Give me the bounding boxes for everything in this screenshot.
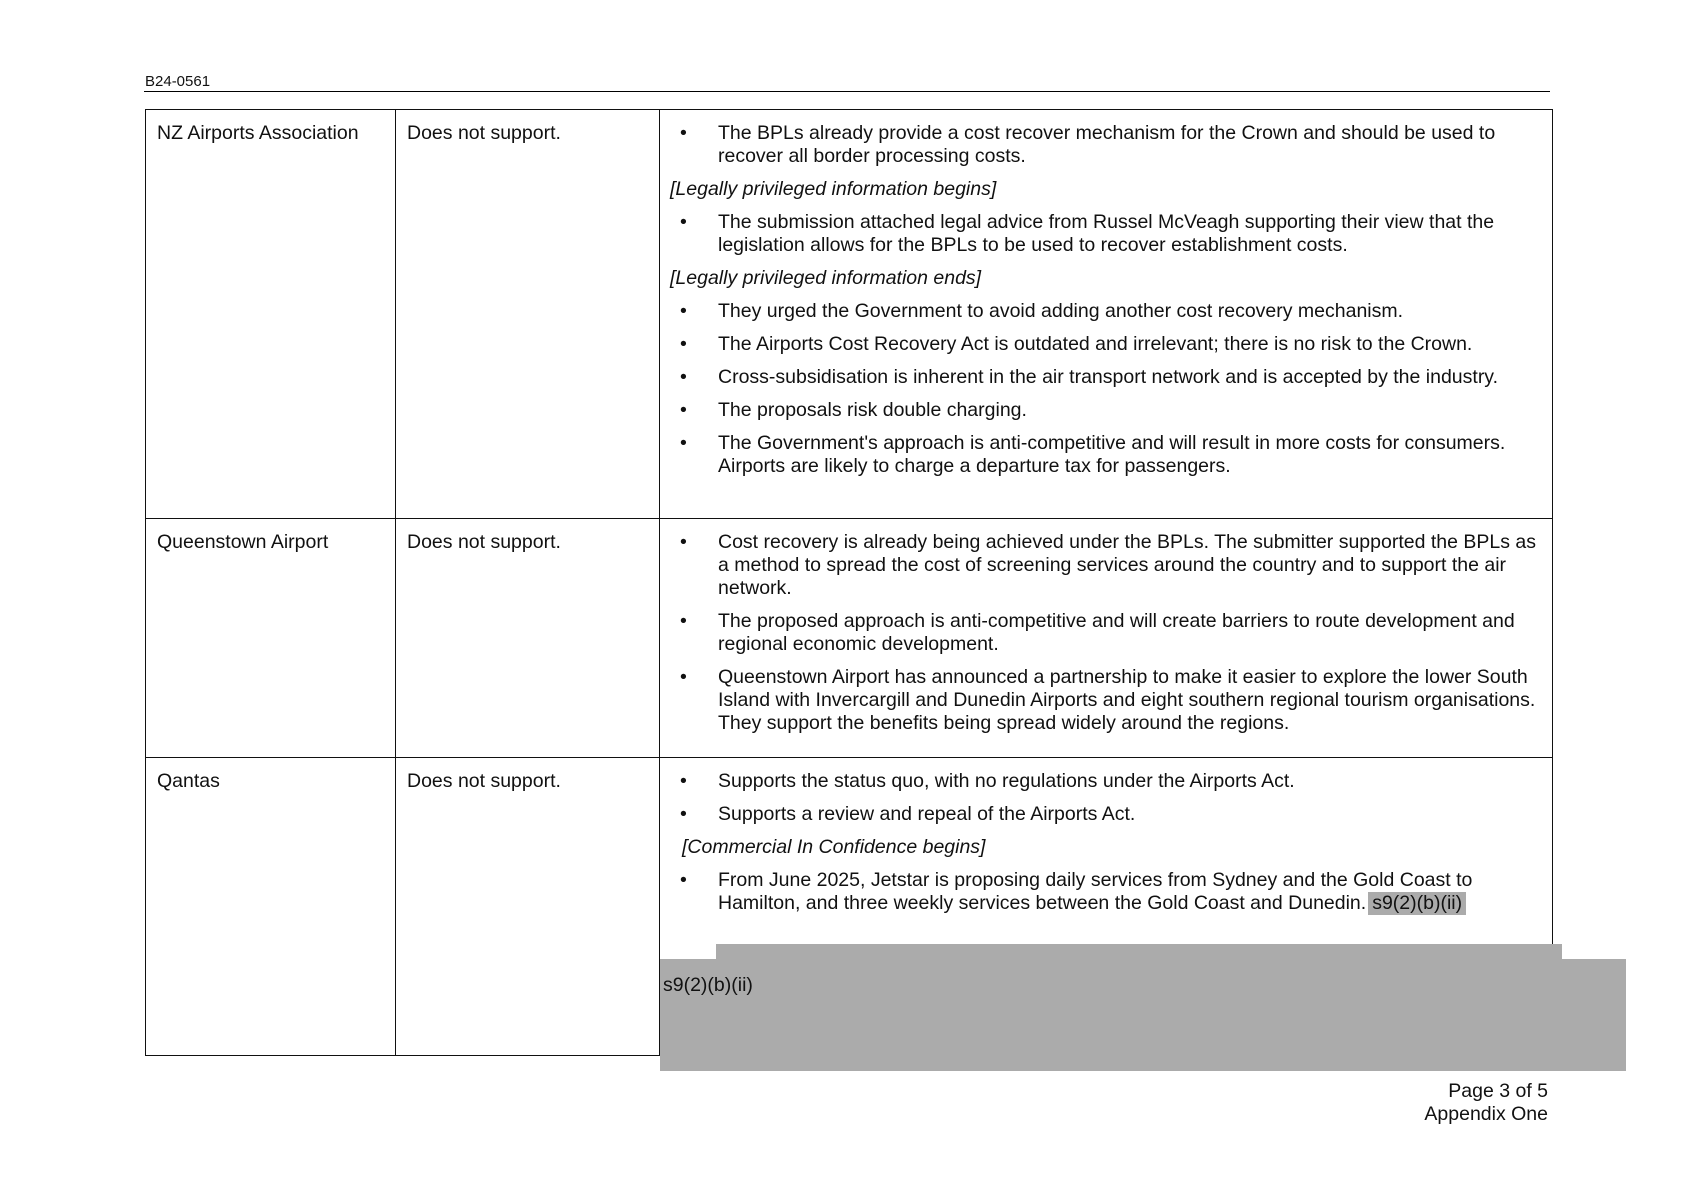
appendix-label: Appendix One bbox=[1424, 1103, 1548, 1125]
list-item bbox=[670, 300, 1540, 323]
submissions-table bbox=[145, 109, 1553, 1056]
redaction-label-block: s9(2)(b)(ii) bbox=[663, 974, 753, 996]
list-item-text: The submission attached legal advice from Russel McVeagh supporting their view that the legislation allows for the BPLs to be used to recover establishment costs. bbox=[718, 211, 1495, 256]
list-item bbox=[670, 122, 1540, 168]
list-item-text: The BPLs already provide a cost recover mechanism for the Crown and should be used to recover all border processing costs. bbox=[718, 122, 1496, 167]
jetstar-services-text: From June 2025, Jetstar is proposing daily services from Sydney and the Gold Coast to Hamilton, and three weekly services between the Gold Coast and Dunedin. bbox=[718, 869, 1473, 914]
list-item-text: Supports the status quo, with no regulations under the Airports Act. bbox=[718, 770, 1295, 792]
bullet-icon: • bbox=[680, 300, 687, 322]
list-item-text: The Airports Cost Recovery Act is outdated and irrelevant; there is no risk to the Crown. bbox=[718, 333, 1473, 355]
bullet-icon: • bbox=[680, 666, 687, 688]
list-item bbox=[670, 432, 1540, 478]
details-cell bbox=[660, 110, 1553, 519]
list-item bbox=[670, 610, 1540, 656]
bullet-icon: • bbox=[680, 366, 687, 388]
list-item bbox=[670, 770, 1548, 793]
list-item-text: The proposals risk double charging. bbox=[718, 399, 1027, 421]
header-rule bbox=[144, 91, 1550, 92]
bullet-icon: • bbox=[680, 399, 687, 421]
position-cell: Does not support. bbox=[396, 758, 660, 1056]
table-row bbox=[146, 758, 1553, 1056]
position-cell: Does not support. bbox=[396, 110, 660, 519]
list-item bbox=[670, 399, 1540, 422]
list-item-text: Cost recovery is already being achieved under the BPLs. The submitter supported the BPLs as a method to spread the cost of screening services around the country and to support the air network. bbox=[718, 531, 1537, 599]
table-row bbox=[146, 519, 1553, 758]
list-item bbox=[670, 366, 1540, 389]
list-item bbox=[670, 803, 1548, 826]
list-item-text bbox=[718, 869, 1548, 915]
list-item bbox=[670, 869, 1548, 915]
bullet-icon: • bbox=[680, 432, 687, 454]
list-item bbox=[670, 531, 1540, 600]
table-row bbox=[146, 110, 1553, 519]
bullet-icon: • bbox=[680, 211, 687, 233]
organisation-cell: Queenstown Airport bbox=[146, 519, 396, 758]
organisation-cell: Qantas bbox=[146, 758, 396, 1056]
privilege-end-marker: [Legally privileged information ends] bbox=[670, 267, 982, 289]
bullet-icon: • bbox=[680, 803, 687, 825]
list-item bbox=[670, 211, 1540, 257]
privilege-begin-marker: [Legally privileged information begins] bbox=[670, 178, 997, 200]
list-item-text: Supports a review and repeal of the Airports Act. bbox=[718, 803, 1136, 825]
list-item bbox=[670, 666, 1540, 735]
list-item-text: Cross-subsidisation is inherent in the air transport network and is accepted by the industry. bbox=[718, 366, 1499, 388]
page-number: Page 3 of 5 bbox=[1448, 1080, 1548, 1102]
list-item bbox=[670, 333, 1540, 356]
bullet-icon: • bbox=[680, 610, 687, 632]
bullet-icon: • bbox=[680, 333, 687, 355]
bullet-icon: • bbox=[680, 770, 687, 792]
list-item-text: The proposed approach is anti-competitive and will create barriers to route development and regional economic development. bbox=[718, 610, 1515, 655]
position-cell: Does not support. bbox=[396, 519, 660, 758]
bullet-icon: • bbox=[680, 869, 687, 891]
bullet-icon: • bbox=[680, 531, 687, 553]
organisation-cell: NZ Airports Association bbox=[146, 110, 396, 519]
bullet-icon: • bbox=[680, 122, 687, 144]
list-item-text: The Government's approach is anti-competitive and will result in more costs for consumers. Airports are likely to charge a departure tax for passengers. bbox=[718, 432, 1506, 477]
document-reference: B24-0561 bbox=[145, 73, 211, 90]
details-cell bbox=[660, 519, 1553, 758]
list-item-text: They urged the Government to avoid adding another cost recovery mechanism. bbox=[718, 300, 1404, 322]
list-item-text: Queenstown Airport has announced a partnership to make it easier to explore the lower South Island with Invercargill and Dunedin Airports and eight southern regional tourism organisations. They support the benefits being spread widely around the regions. bbox=[718, 666, 1536, 734]
page-footer bbox=[1424, 1080, 1548, 1126]
redaction-block-lower bbox=[660, 959, 1626, 1071]
confidence-begin-marker: [Commercial In Confidence begins] bbox=[682, 836, 986, 858]
redaction-label-inline: s9(2)(b)(ii) bbox=[1368, 892, 1466, 915]
details-cell bbox=[660, 758, 1553, 1056]
